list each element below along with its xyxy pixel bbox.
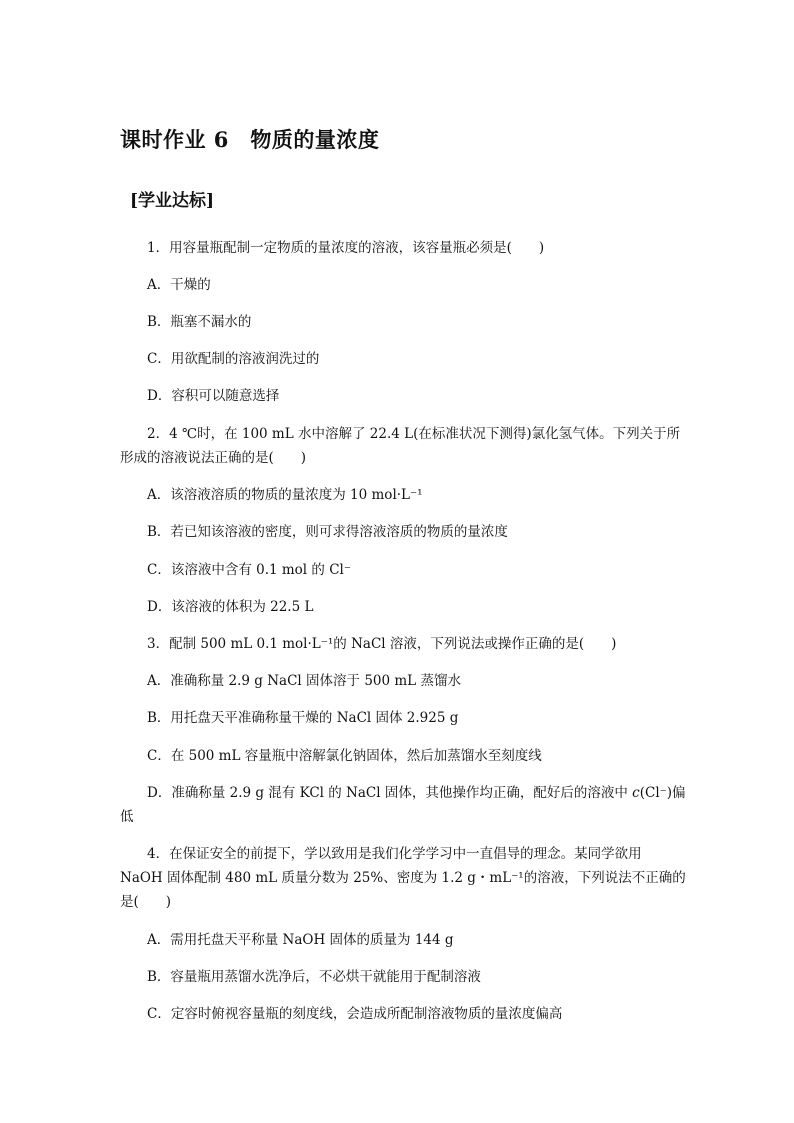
question-4-stem-line-3: 是( ) [120,894,172,910]
question-4-stem-line-2: NaOH 固体配制 480 mL 质量分数为 25%、密度为 1.2 g・mL⁻¹的溶液，下列说法不正确的 [120,870,686,886]
question-1-stem: 1．用容量瓶配制一定物质的量浓度的溶液，该容量瓶必须是( ) [147,240,545,256]
question-3-option-d-tail: (Cl⁻)偏 [639,785,686,801]
question-1-option-b: B．瓶塞不漏水的 [147,314,252,330]
question-3-option-a: A．准确称量 2.9 g NaCl 固体溶于 500 mL 蒸馏水 [147,673,461,689]
question-2-option-c: C．该溶液中含有 0.1 mol 的 Cl⁻ [147,562,351,578]
question-2-option-d: D．该溶液的体积为 22.5 L [147,599,314,615]
section-heading: [学业达标] [130,191,215,211]
question-4-stem-line-1: 4．在保证安全的前提下，学以致用是我们化学学习中一直倡导的理念。某同学欲用 [147,846,642,862]
question-4-option-c: C．定容时俯视容量瓶的刻度线，会造成所配制溶液物质的量浓度偏高 [147,1006,563,1022]
question-1-option-d: D．容积可以随意选择 [147,388,280,404]
question-2-stem-line-1: 2．4 ℃时，在 100 mL 水中溶解了 22.4 L(在标准状况下测得)氯化氢气体。下列关于所 [147,426,681,442]
question-3-option-d [147,783,686,803]
page-title: 课时作业 6 物质的量浓度 [120,127,380,152]
question-3-option-d-text: D．准确称量 2.9 g 混有 KCl 的 NaCl 固体，其他操作均正确，配好后的溶液中 [147,785,633,801]
question-3-option-b: B．用托盘天平准确称量干燥的 NaCl 固体 2.925 g [147,710,459,726]
question-3-stem: 3．配制 500 mL 0.1 mol·L⁻¹的 NaCl 溶液，下列说法或操作正确的是( ) [147,636,617,652]
question-3-option-c: C．在 500 mL 容量瓶中溶解氯化钠固体，然后加蒸馏水至刻度线 [147,748,542,764]
question-2-stem-line-2: 形成的溶液说法正确的是( ) [120,450,307,466]
question-4-option-b: B．容量瓶用蒸馏水洗净后，不必烘干就能用于配制溶液 [147,969,481,985]
question-1-option-a: A．干燥的 [147,277,211,293]
concentration-symbol: c [632,785,640,801]
question-1-option-c: C．用欲配制的溶液润洗过的 [147,351,320,367]
question-2-option-a: A．该溶液溶质的物质的量浓度为 10 mol·L⁻¹ [147,487,423,503]
question-4-option-a: A．需用托盘天平称量 NaOH 固体的质量为 144 g [147,932,454,948]
question-3-option-d-continuation: 低 [120,809,134,825]
question-2-option-b: B．若已知该溶液的密度，则可求得溶液溶质的物质的量浓度 [147,524,508,540]
